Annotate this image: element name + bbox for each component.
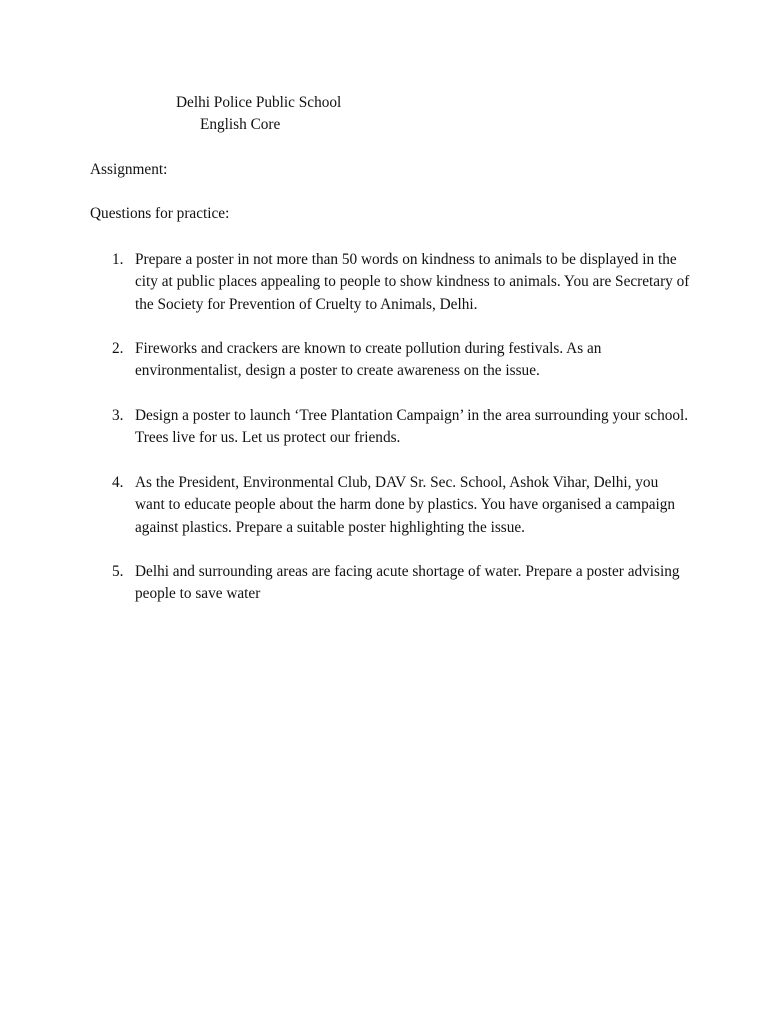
- question-number: 2.: [112, 340, 124, 358]
- assignment-label: Assignment:: [90, 161, 168, 178]
- subject-title: English Core: [200, 116, 281, 133]
- question-number: 1.: [112, 251, 124, 268]
- question-item: [90, 405, 690, 450]
- school-name: Delhi Police Public School: [176, 94, 342, 111]
- question-text: Fireworks and crackers are known to create pollution during festivals. As an environmentalist, design a poster to create awareness on the issue.: [135, 340, 602, 380]
- question-number: 4.: [112, 473, 124, 491]
- question-text: Design a poster to launch ‘Tree Plantation Campaign’ in the area surrounding your school. Trees live for us. Let us protect our friends.: [135, 407, 689, 447]
- question-item: [90, 472, 690, 539]
- question-text: Prepare a poster in not more than 50 words on kindness to animals to be displayed in the city at public places appealing to people to show kindness to animals. You are Secretary of the Society for Prevention of Cruelty to Animals, Delhi.: [135, 251, 690, 313]
- question-item: [90, 561, 690, 606]
- question-item: [90, 338, 690, 383]
- question-number: 5.: [112, 563, 124, 581]
- questions-heading: Questions for practice:: [90, 205, 230, 222]
- question-text: As the President, Environmental Club, DAV Sr. Sec. School, Ashok Vihar, Delhi, you want to educate people about the harm done by plastics. You have organised a campaign against plastics. Prepare a suitable poster highlighting the issue.: [135, 473, 676, 536]
- question-list: [90, 249, 690, 628]
- question-number: 3.: [112, 407, 124, 425]
- question-text: Delhi and surrounding areas are facing acute shortage of water. Prepare a poster advising people to save water: [135, 563, 680, 603]
- question-item: [90, 249, 690, 316]
